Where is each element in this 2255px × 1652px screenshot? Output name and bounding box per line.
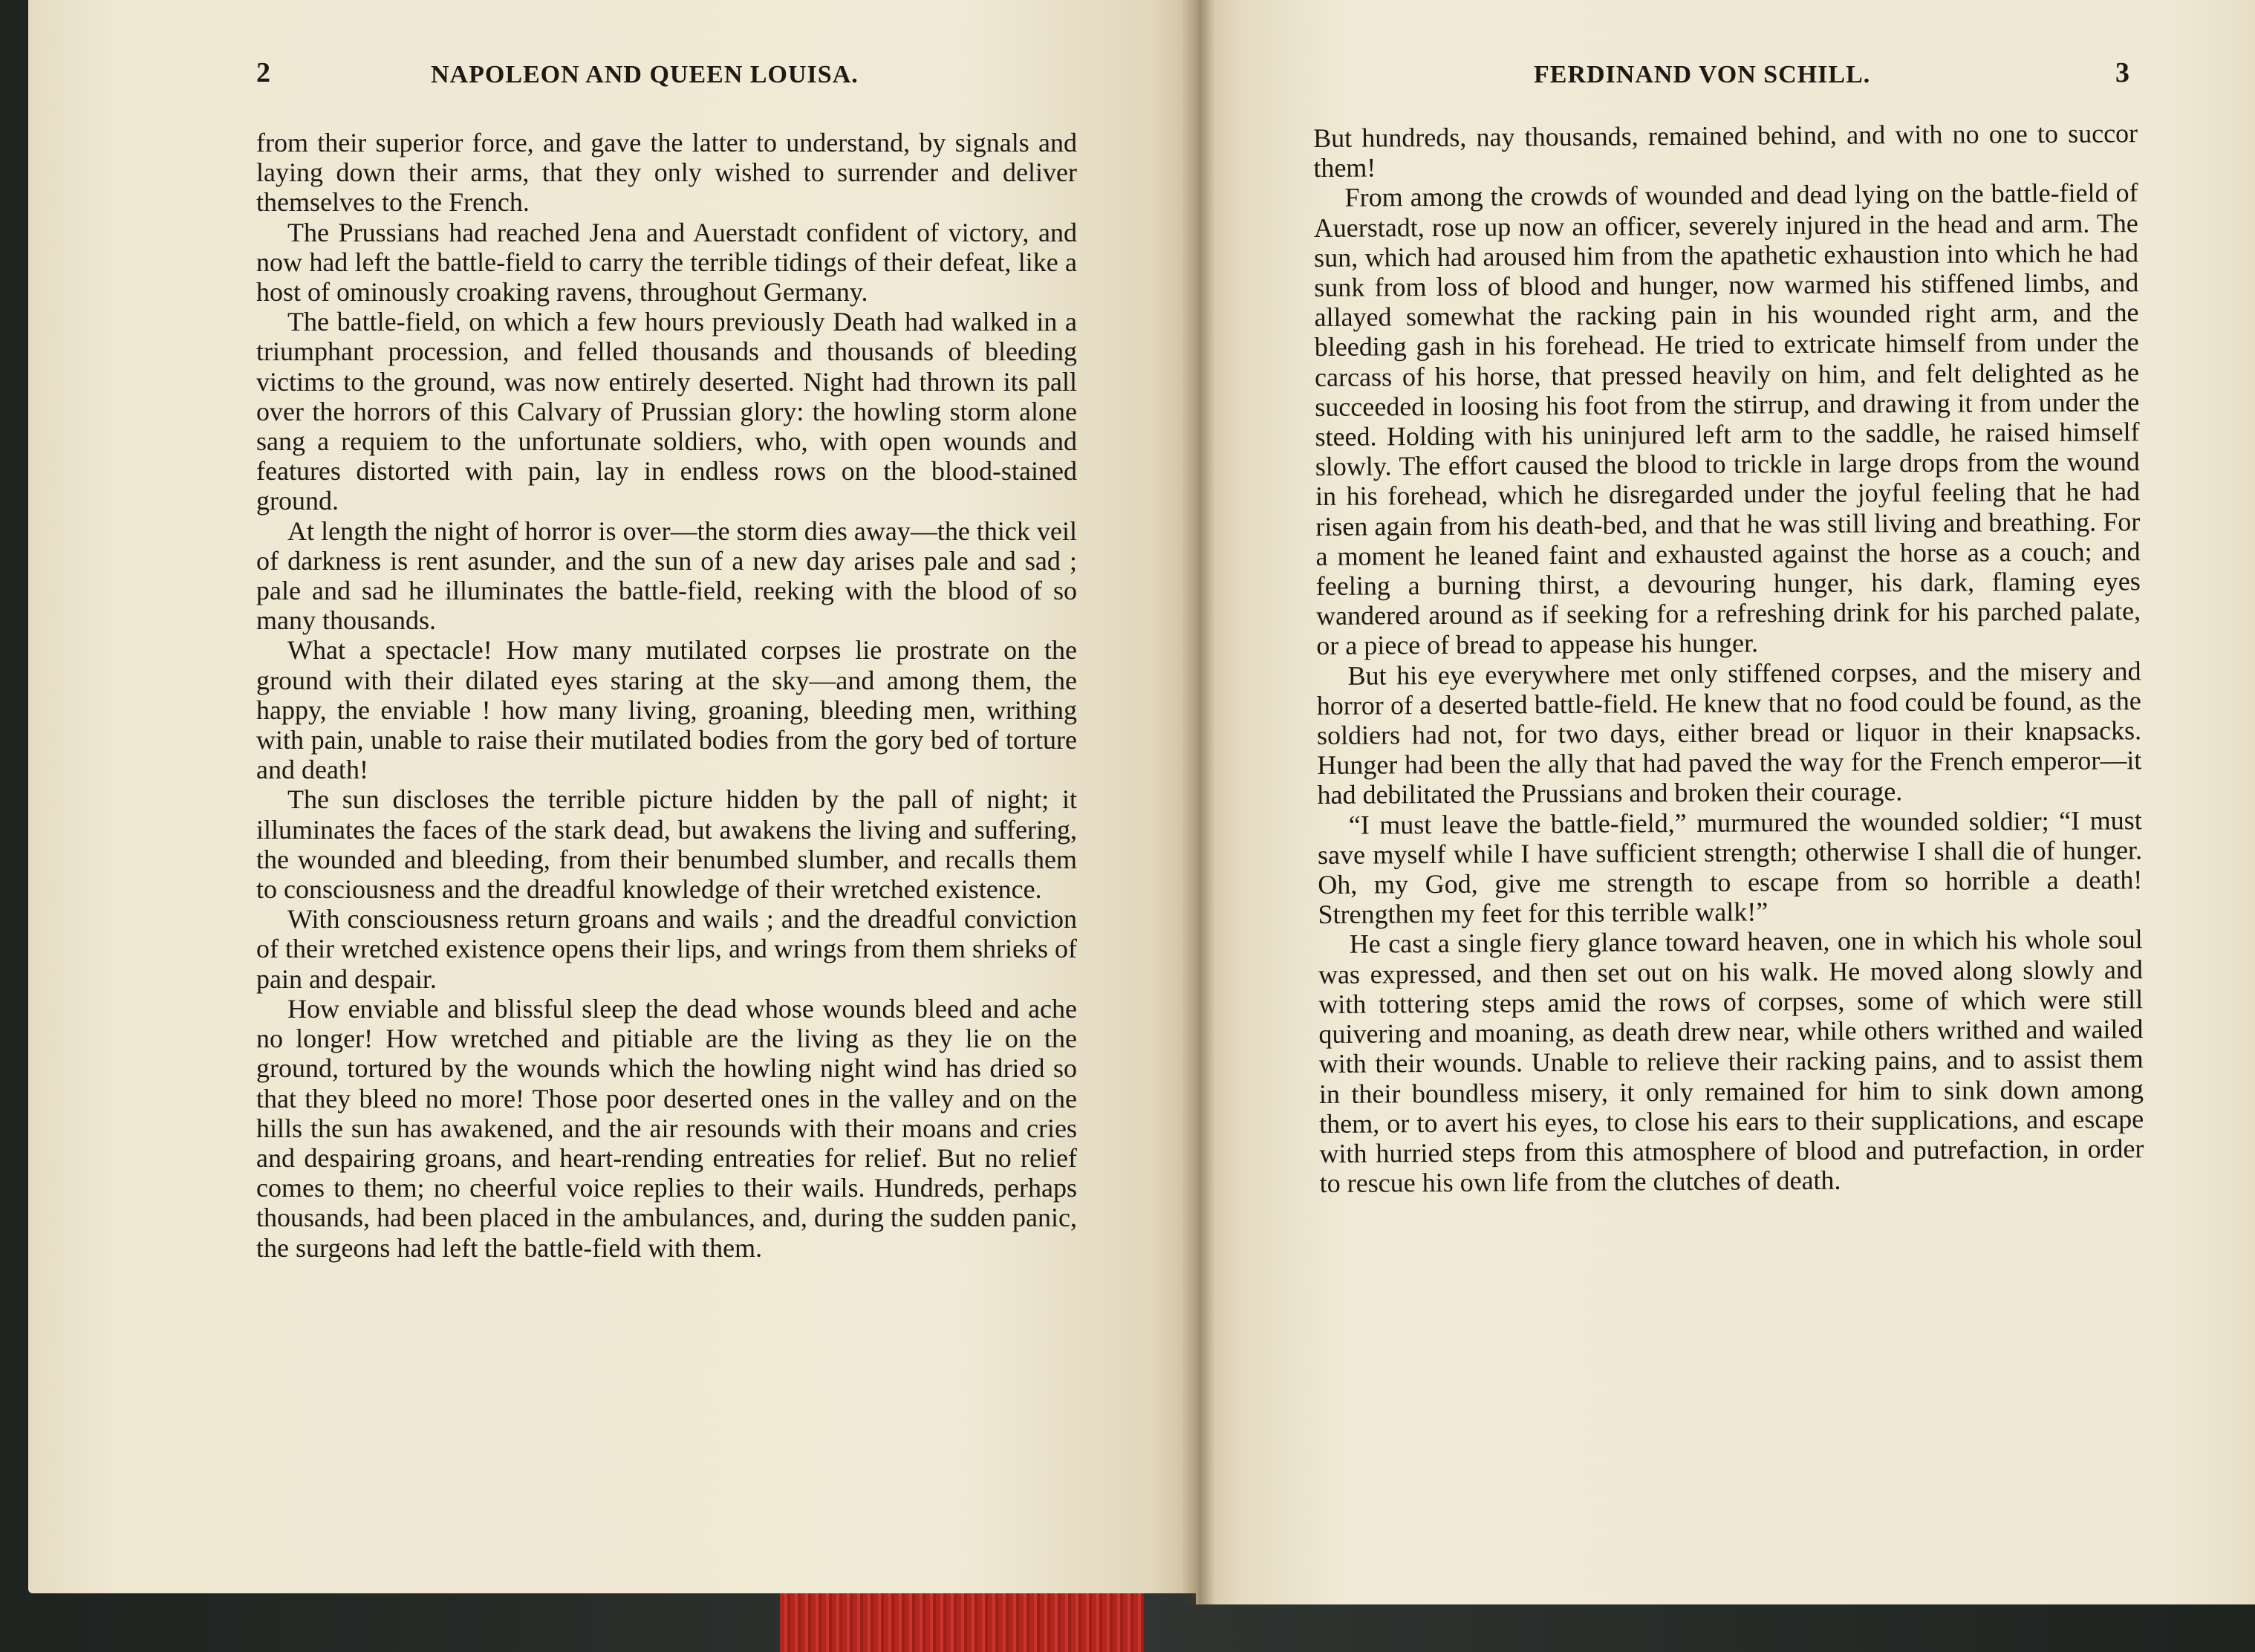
right-running-head: FERDINAND VON SCHILL. bbox=[1534, 61, 1871, 88]
paragraph: The sun discloses the terrible picture hidden by the pall of night; it illuminates the faces of the stark dead, but awakens the living and suffering, the wounded and bleeding, from their benumbed slumber, and recalls them to consciousness and the dreadful knowledge of their wretched existence. bbox=[256, 784, 1077, 905]
paragraph: How enviable and blissful sleep the dead whose wounds bleed and ache no longer! How wretched and pitiable are the living as they lie on the ground, tortured by the wounds which the howling night wind has dried so that they bleed no more! Those poor deserted ones in the valley and on the hills the sun has awakened, and the air resounds with their moans and cries and despairing groans, and heart-rending entreaties for relief. But no relief comes to them; no cheerful voice replies to their wails. Hundreds, perhaps thousands, had been placed in the ambulances, and, during the sudden panic, the surgeons had left the battle-field with them. bbox=[256, 993, 1077, 1263]
paragraph: But his eye everywhere met only stiffened corpses, and the misery and horror of a deserted battle-field. He knew that no food could be found, as the soldiers had not, for two days, either bread or liquor in their knapsacks. Hunger had been the ally that had paved the way for the French emperor—it had debilitated the Prussians and broken their courage. bbox=[1316, 655, 2142, 810]
left-running-head: NAPOLEON AND QUEEN LOUISA. bbox=[431, 61, 859, 88]
book-gutter bbox=[1181, 0, 1215, 1604]
paragraph: What a spectacle! How many mutilated corpses lie prostrate on the ground with their dilated eyes staring at the sky—and among them, the happy, the enviable ! how many living, groaning, bleeding men, writhing with pain, unable to raise their mutilated bodies from the gory bed of torture and death! bbox=[256, 635, 1077, 785]
paragraph: But hundreds, nay thousands, remained behind, and with no one to succor them! bbox=[1313, 118, 2138, 183]
left-page-body bbox=[256, 128, 1077, 1263]
paragraph: The Prussians had reached Jena and Auerstadt confident of victory, and now had left the battle-field to carry the terrible tidings of their defeat, like a host of ominously croaking ravens, throughout Germany. bbox=[256, 217, 1077, 308]
paragraph: The battle-field, on which a few hours previously Death had walked in a triumphant procession, and felled thousands and thousands of bleeding victims to the ground, was now entirely deserted. Night had thrown its pall over the horrors of this Calvary of Prussian glory: the howling storm alone sang a requiem to the unfortunate soldiers, who, with open wounds and features distorted with pain, lay in endless rows on the blood-stained ground. bbox=[256, 307, 1077, 516]
right-page-body bbox=[1313, 118, 2144, 1198]
paragraph: At length the night of horror is over—the storm dies away—the thick veil of darkness is rent asunder, and the sun of a new day arises pale and sad ; pale and sad he illuminates the battle-field, reeking with the blood of so many thousands. bbox=[256, 516, 1077, 636]
paragraph: “I must leave the battle-field,” murmured the wounded soldier; “I must save myself while I have sufficient strength; otherwise I shall die of hunger. Oh, my God, give me strength to escape from so horrible a death! Strengthen my feet for this terrible walk!” bbox=[1317, 804, 2143, 930]
right-page-number: 3 bbox=[2115, 57, 2129, 88]
paragraph: from their superior force, and gave the latter to understand, by signals and laying down their arms, that they only wished to surrender and deliver themselves to the French. bbox=[256, 128, 1077, 218]
paragraph: He cast a single fiery glance toward heaven, one in which his whole soul was expressed, and then set out on his walk. He moved along slowly and with tottering steps amid the rows of corpses, some of which were still quivering and moaning, as death drew near, while others writhed and wailed with their wounds. Unable to relieve their racking pains, and to assist them in their boundless misery, it only remained for him to sink down among them, or to avert his eyes, to close his ears to their supplications, and escape with hurried steps from this atmosphere of blood and putrefaction, in order to rescue his own life from the clutches of death. bbox=[1318, 924, 2144, 1199]
paragraph: With consciousness return groans and wails ; and the dreadful conviction of their wretched existence opens their lips, and wrings from them shrieks of pain and despair. bbox=[256, 904, 1077, 994]
paragraph: From among the crowds of wounded and dead lying on the battle-field of Auerstadt, rose up now an officer, severely injured in the head and arm. The sun, which had aroused him from the apathetic exhaustion into which he had sunk from loss of blood and hunger, now warmed his stiffened limbs, and allayed somewhat the racking pain in his wounded right arm, and the bleeding gash in his forehead. He tried to extricate himself from under the carcass of his horse, that pressed heavily on him, and felt delighted as he succeeded in loosing his foot from the stirrup, and drawing it from under the steed. Holding with his uninjured left arm to the saddle, he raised himself slowly. The effort caused the blood to trickle in large drops from the wound in his forehead, which he disregarded under the joyful feeling that he had risen again from his death-bed, and that he was still living and breathing. For a moment he leaned faint and exhausted against the horse as a couch; and feeling a burning thirst, a devouring hunger, his dark, flaming eyes wandered around as if seeking for a refreshing drink for his parched palate, or a piece of bread to appease his hunger. bbox=[1313, 178, 2141, 661]
left-page-number: 2 bbox=[256, 57, 270, 88]
